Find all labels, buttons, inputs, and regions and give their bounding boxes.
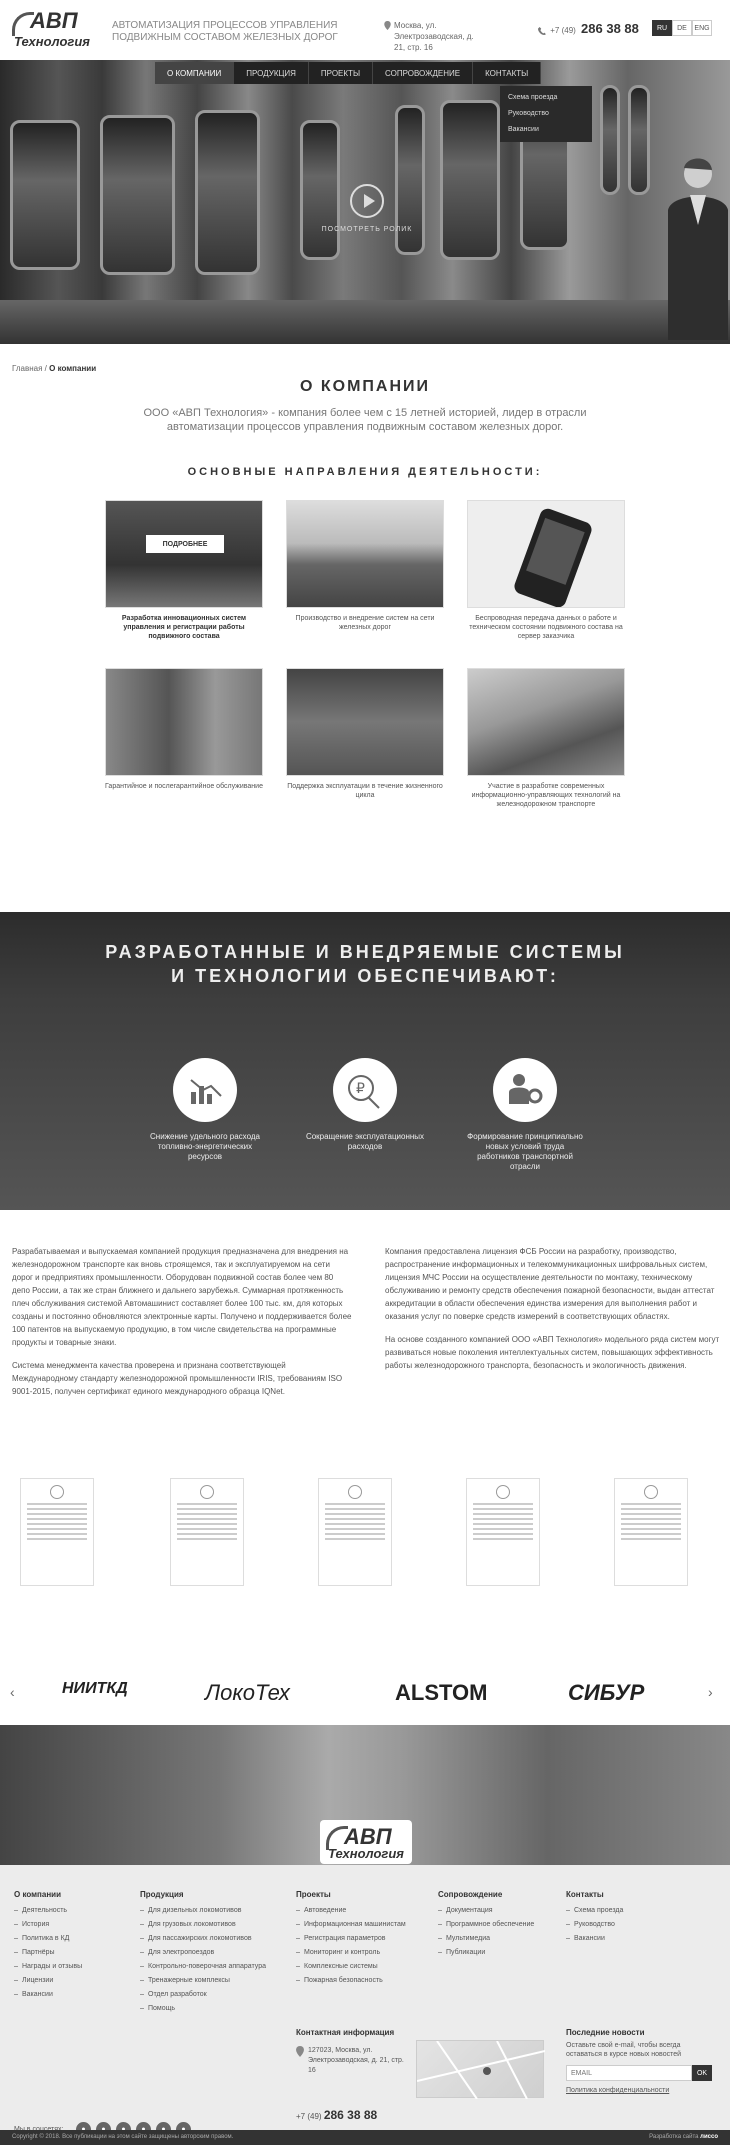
chart-down-icon <box>173 1058 237 1122</box>
footer-link[interactable]: История <box>14 1918 82 1932</box>
dropdown-item[interactable]: Руководство <box>508 110 549 117</box>
footer-link[interactable]: Деятельность <box>14 1904 82 1918</box>
footer-link[interactable]: Регистрация параметров <box>296 1932 406 1946</box>
train-window <box>300 120 340 260</box>
news-text: Оставьте свой e-mail, чтобы всегда оставаться в курсе новых новостей <box>566 2042 682 2058</box>
footer-link[interactable]: Документация <box>438 1904 534 1918</box>
benefits-title-line: И ТЕХНОЛОГИИ ОБЕСПЕЧИВАЮТ: <box>171 966 559 986</box>
nav-products[interactable]: ПРОДУКЦИЯ <box>234 62 309 84</box>
header-address <box>384 20 484 53</box>
card-image-railway <box>286 500 444 608</box>
phone-icon <box>538 27 546 35</box>
partner-logo: ALSTOM <box>395 1680 488 1705</box>
contact-address: 127023, Москва, ул. Электрозаводская, д. 21, стр. 16 <box>308 2047 404 2074</box>
certificate-thumbnail[interactable] <box>170 1478 244 1586</box>
chevron-left-icon[interactable]: ‹ <box>10 1684 15 1700</box>
dropdown-item[interactable]: Схема проезда <box>508 94 558 101</box>
contact-phone[interactable] <box>296 2108 377 2122</box>
address-text: Москва, ул. Электрозаводская, д. 21, стр. 16 <box>394 21 474 52</box>
phone-prefix: +7 (49) <box>550 26 576 35</box>
footer-col-title: О компании <box>14 1890 61 1899</box>
subscribe-button[interactable]: OK <box>692 2065 712 2081</box>
privacy-link[interactable]: Политика конфиденциальности <box>566 2087 670 2094</box>
train-frame <box>0 300 730 344</box>
tagline: АВТОМАТИЗАЦИЯ ПРОЦЕССОВ УПРАВЛЕНИЯ ПОДВИЖНЫМ СОСТАВОМ ЖЕЛЕЗНЫХ ДОРОГ <box>112 20 338 43</box>
certificate-thumbnail[interactable] <box>20 1478 94 1586</box>
developer-name: лиссо <box>700 2134 718 2140</box>
card-caption: Участие в разработке современных информационно-управляющих технологий на железнодорожном транспорте <box>471 783 621 808</box>
lang-eng[interactable]: ENG <box>692 20 712 36</box>
benefit-text: Формирование принципиально новых условий труда работников транспортной отрасли <box>467 1132 583 1171</box>
phone-number: 286 38 88 <box>581 21 639 36</box>
logo-subtext: Технология <box>14 34 90 49</box>
chevron-right-icon[interactable]: › <box>708 1684 713 1700</box>
footer-col-title: Сопровождение <box>438 1890 503 1899</box>
footer-link[interactable]: Вакансии <box>566 1932 623 1946</box>
nav-contacts[interactable]: КОНТАКТЫ <box>473 62 541 84</box>
language-switcher <box>652 20 712 36</box>
emblem-icon <box>348 1485 362 1499</box>
emblem-icon <box>200 1485 214 1499</box>
contact-title: Контактная информация <box>296 2028 395 2037</box>
footer-link[interactable]: Схема проезда <box>566 1904 623 1918</box>
nav-about[interactable]: О КОМПАНИИ <box>155 62 234 84</box>
card-caption: Разработка инновационных систем управления и регистрации работы подвижного состава <box>121 615 247 640</box>
footer-col-support <box>438 1888 534 1960</box>
footer-link[interactable]: Для электропоездов <box>140 1946 266 1960</box>
card-image-locomotive <box>467 668 625 776</box>
card-image-technician <box>105 668 263 776</box>
card-caption: Гарантийное и послегарантийное обслуживание <box>105 783 263 790</box>
benefits-title <box>0 940 730 988</box>
svg-text:₽: ₽ <box>356 1081 365 1097</box>
logo-text: АВП <box>30 8 78 33</box>
benefit-item <box>145 1058 265 1162</box>
map-thumbnail[interactable] <box>416 2040 544 2098</box>
footer-col-contacts <box>566 1888 623 1946</box>
footer-col-about <box>14 1888 82 2002</box>
footer-link[interactable]: Пожарная безопасность <box>296 1974 406 1988</box>
newsletter-block <box>566 2028 716 2094</box>
about-right-column <box>385 1245 720 1372</box>
card-image-cab <box>286 668 444 776</box>
direction-card[interactable] <box>105 500 263 641</box>
nav-projects[interactable]: ПРОЕКТЫ <box>309 62 373 84</box>
page-title: О КОМПАНИИ <box>299 378 431 395</box>
ruble-down-icon <box>333 1058 397 1122</box>
emblem-icon <box>50 1485 64 1499</box>
breadcrumb-sep: / <box>42 364 50 373</box>
directions-title: ОСНОВНЫЕ НАПРАВЛЕНИЯ ДЕЯТЕЛЬНОСТИ: <box>187 466 543 478</box>
footer-col-title: Проекты <box>296 1890 331 1899</box>
certificate-thumbnail[interactable] <box>614 1478 688 1586</box>
footer-contact-block <box>296 2028 546 2122</box>
subscribe-form <box>566 2065 716 2081</box>
partner-logo: СИБУР <box>568 1680 645 1705</box>
footer-link[interactable]: Информационная машинистам <box>296 1918 406 1932</box>
dropdown-item[interactable]: Вакансии <box>508 126 539 133</box>
footer-link[interactable]: Отдел разработок <box>140 1988 266 2002</box>
logo-text: АВП <box>344 1824 392 1849</box>
footer-link[interactable]: Публикации <box>438 1946 534 1960</box>
direction-card[interactable] <box>286 500 444 632</box>
card-caption: Беспроводная передача данных о работе и техническом состоянии подвижного состава на сервер заказчика <box>469 615 623 640</box>
footer-link[interactable]: Руководство <box>566 1918 623 1932</box>
card-image-phone <box>467 500 625 608</box>
train-window <box>10 120 80 270</box>
breadcrumb <box>12 364 96 373</box>
footer-link[interactable]: Награды и отзывы <box>14 1960 82 1974</box>
nav-support[interactable]: СОПРОВОЖДЕНИЕ <box>373 62 473 84</box>
about-paragraph: На основе созданного компанией ООО «АВП Технология» модельного ряда систем могут развиваться новые поколения интеллектуальных систем, повышающих эффективность работы железнодорожного транспорта, безопасность и экологичность движения. <box>385 1335 720 1370</box>
footer-col-title: Продукция <box>140 1890 184 1899</box>
partner-logo: ЛокоТех <box>205 1680 290 1705</box>
breadcrumb-home[interactable]: Главная <box>12 364 43 373</box>
footer-link[interactable]: Мониторинг и контроль <box>296 1946 406 1960</box>
header-phone[interactable] <box>538 21 639 36</box>
direction-card[interactable] <box>286 668 444 800</box>
footer-link[interactable]: Для пассажирских локомотивов <box>140 1932 266 1946</box>
benefits-title-line: РАЗРАБОТАННЫЕ И ВНЕДРЯЕМЫЕ СИСТЕМЫ <box>105 942 625 962</box>
card-caption: Поддержка эксплуатации в течение жизненного цикла <box>287 783 443 799</box>
footer-link[interactable]: Помощь <box>140 2002 266 2016</box>
worker-gear-icon <box>493 1058 557 1122</box>
logo-subtext: Технология <box>328 1846 404 1861</box>
footer-link[interactable]: Мультимедиа <box>438 1932 534 1946</box>
train-window <box>195 110 260 275</box>
contacts-dropdown <box>500 86 592 142</box>
about-paragraph: Компания предоставлена лицензия ФСБ России на разработку, производство, распространение информационных и телекоммуникационных шифровальных систем, лицензия МЧС России на осуществление деятельности по монтажу, техническому обслуживанию и ремонту средств обеспечения пожарной безопасности, выдан аттестат аккредитации в области обеспечения единства измерения для выполнения работ и оказания услуг по поверке средств измерений в соответствующих областях. <box>385 1247 715 1321</box>
phone-number: 286 38 88 <box>323 2108 378 2122</box>
train-window <box>600 85 620 195</box>
play-video-icon[interactable] <box>350 184 384 218</box>
main-nav <box>155 62 541 84</box>
email-input[interactable] <box>566 2065 692 2081</box>
footer-link[interactable]: Программное обеспечение <box>438 1918 534 1932</box>
benefit-item <box>305 1058 425 1152</box>
phone-prefix: +7 (49) <box>296 2112 322 2121</box>
footer-link[interactable]: Лицензии <box>14 1974 82 1988</box>
card-image-train <box>105 500 263 608</box>
developer-credit[interactable] <box>649 2130 718 2145</box>
footer-link[interactable]: Политика в КД <box>14 1932 82 1946</box>
footer-col-projects <box>296 1888 406 1988</box>
card-caption: Производство и внедрение систем на сети железных дорог <box>295 615 435 631</box>
train-window <box>100 115 175 275</box>
train-window <box>440 100 500 260</box>
emblem-icon <box>496 1485 510 1499</box>
developer-label: Разработка сайта <box>649 2134 699 2140</box>
certificate-thumbnail[interactable] <box>466 1478 540 1586</box>
play-video-label[interactable]: ПОСМОТРЕТЬ РОЛИК <box>321 226 413 233</box>
footer-link[interactable]: Вакансии <box>14 1988 82 2002</box>
site-logo[interactable] <box>12 10 104 50</box>
site-header <box>0 0 730 60</box>
footer-logo[interactable] <box>320 1820 412 1864</box>
benefit-text: Сокращение эксплуатационных расходов <box>305 1132 425 1151</box>
news-title: Последние новости <box>566 2028 645 2037</box>
about-paragraph: Система менеджмента качества проверена и признана соответствующей Международному стандарту железнодорожной промышленности IRIS, требованиям ISO 9001-2015, получен сертификат единого международного образца IQNet. <box>12 1361 343 1396</box>
lead-text: ООО «АВП Технология» - компания более чем с 15 летней историей, лидер в отрасли автоматизации процессов управления подвижным составом железных дорог. <box>143 407 587 433</box>
location-pin-icon <box>296 2046 306 2058</box>
direction-card[interactable] <box>467 668 625 809</box>
lang-de[interactable]: DE <box>672 20 692 36</box>
footer-link[interactable]: Контрольно-поверочная аппаратура <box>140 1960 266 1974</box>
phone-device-icon <box>468 501 625 608</box>
emblem-icon <box>644 1485 658 1499</box>
footer-link[interactable]: Комплексные системы <box>296 1960 406 1974</box>
footer-link[interactable]: Для грузовых локомотивов <box>140 1918 266 1932</box>
footer-link[interactable]: Для дизельных локомотивов <box>140 1904 266 1918</box>
about-left-column <box>12 1245 352 1398</box>
direction-card[interactable] <box>467 500 625 641</box>
footer-link[interactable]: Тренажерные комплексы <box>140 1974 266 1988</box>
footer-col-products <box>140 1888 266 2016</box>
location-pin-icon <box>384 21 391 30</box>
partners-carousel <box>0 1660 730 1730</box>
about-paragraph: Разрабатываемая и выпускаемая компанией продукция предназначена для внедрения на железнодорожном транспорте как вновь строящемся, так и эксплуатируемом на сети дорог и предприятиях промышленности. Оборудован подвижной состав более чем 80 депо России, а так же стран ближнего и дальнего зарубежья. Суммарная протяженность плеч обслуживания системой Автомашинист составляет более 100 тыс. км, для которых созданы и постоянно обновляются электронные карты. Получено и поддерживается более 100 патентов на выпускаемую продукцию, в том числе свидетельства на программные продукты и товарные знаки. <box>12 1247 352 1347</box>
footer-col-title: Контакты <box>566 1890 604 1899</box>
partner-logo: НИИТКД <box>62 1680 128 1697</box>
certificate-thumbnail[interactable] <box>318 1478 392 1586</box>
train-window <box>628 85 650 195</box>
breadcrumb-current: О компании <box>49 364 97 373</box>
footer-bottom-bar <box>0 2130 730 2145</box>
lang-ru[interactable]: RU <box>652 20 672 36</box>
direction-card[interactable] <box>105 668 263 791</box>
copyright-text: Copyright © 2018. Все публикации на этом сайте защищены авторским правом. <box>12 2134 234 2140</box>
benefit-item <box>465 1058 585 1172</box>
footer-link[interactable]: Партнёры <box>14 1946 82 1960</box>
benefit-text: Снижение удельного расхода топливно-энергетических ресурсов <box>150 1132 260 1161</box>
footer-link[interactable]: Автоведение <box>296 1904 406 1918</box>
more-button[interactable]: ПОДРОБНЕЕ <box>146 535 224 553</box>
conductor-image <box>660 150 730 340</box>
